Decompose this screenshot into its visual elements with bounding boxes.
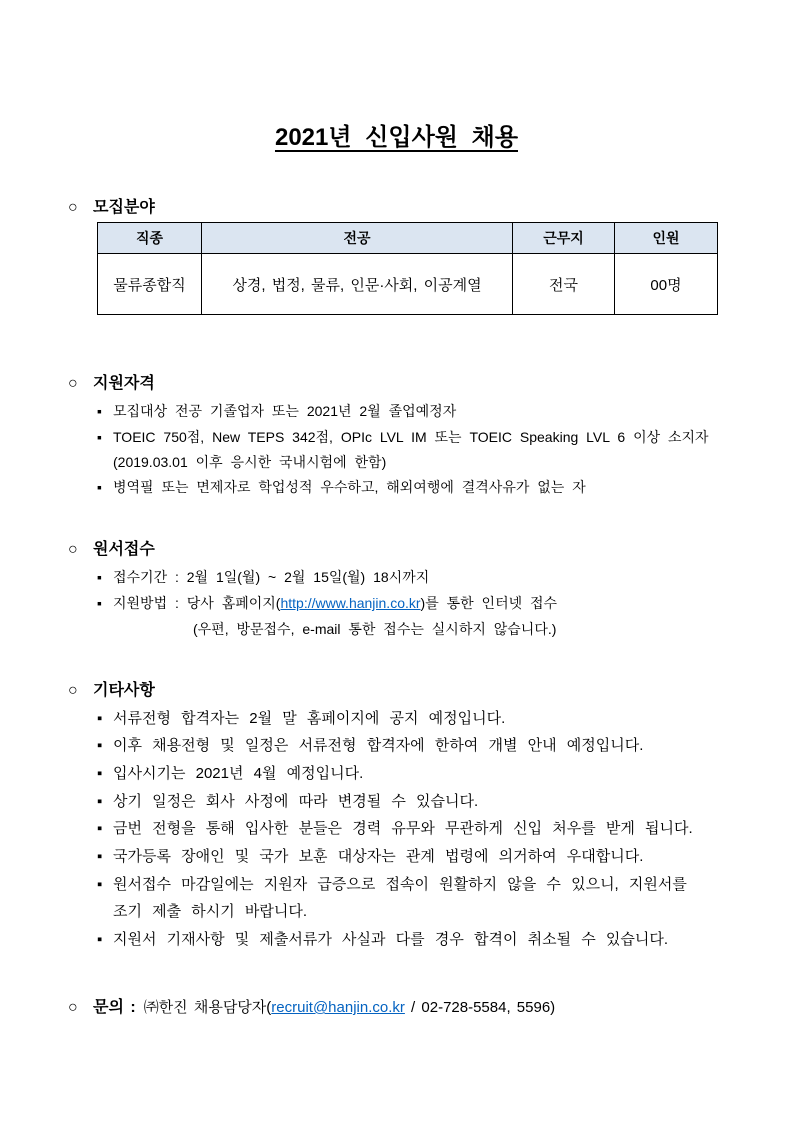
- list-item-text: 모집대상 전공 기졸업자 또는 2021년 2월 졸업예정자: [113, 403, 457, 419]
- section-marker-icon: ○: [68, 999, 78, 1016]
- section-marker-icon: ○: [68, 375, 78, 392]
- list-item-text: 원서접수 마감일에는 지원자 급증으로 접속이 원활하지 않을 수 있으니, 지원서를: [113, 876, 687, 893]
- bullet-icon: ▪: [97, 479, 102, 495]
- application-method-suffix: )를 통한 인터넷 접수: [420, 595, 558, 611]
- application-period: [97, 567, 429, 587]
- contact-line: [68, 998, 555, 1018]
- list-item-text: 입사시기는 2021년 4월 예정입니다.: [113, 765, 364, 782]
- section-heading-text: 원서접수: [93, 541, 155, 558]
- list-item-text: 이후 채용전형 및 일정은 서류전형 합격자에 한하여 개별 안내 예정입니다.: [113, 737, 644, 754]
- list-item-text: 서류전형 합격자는 2월 말 홈페이지에 공지 예정입니다.: [113, 710, 506, 727]
- section-heading-text: 모집분야: [93, 199, 155, 216]
- bullet-icon: ▪: [97, 848, 103, 865]
- list-item: [97, 764, 363, 784]
- section-heading-application: [68, 540, 155, 560]
- list-item-text: 금번 전형을 통해 입사한 분들은 경력 유무와 무관하게 신입 처우를 받게 됩니다.: [113, 820, 693, 837]
- list-item: [97, 819, 693, 839]
- bullet-icon: ▪: [97, 737, 103, 754]
- list-item-text: 지원서 기재사항 및 제출서류가 사실과 다를 경우 합격이 취소될 수 있습니다.: [113, 931, 669, 948]
- cell-major: 상경, 법정, 물류, 인문·사회, 이공계열: [202, 254, 513, 315]
- bullet-icon: ▪: [97, 569, 102, 585]
- header-major: 전공: [202, 223, 513, 254]
- list-item: [97, 401, 456, 421]
- list-item: [97, 930, 668, 950]
- notice-title: [0, 123, 793, 153]
- section-heading-recruitment-field: [68, 198, 155, 218]
- bullet-icon: ▪: [97, 765, 103, 782]
- bullet-icon: ▪: [97, 820, 103, 837]
- section-marker-icon: ○: [68, 199, 78, 216]
- section-heading-text: 지원자격: [93, 375, 155, 392]
- bullet-icon: ▪: [97, 429, 102, 445]
- application-period-text: 접수기간 : 2월 1일(월) ~ 2월 15일(월) 18시까지: [113, 569, 430, 585]
- bullet-icon: ▪: [97, 793, 103, 810]
- notice-title-text: 2021년 신입사원 채용: [274, 124, 518, 151]
- application-method: [97, 593, 557, 613]
- contact-label: 문의 :: [93, 999, 136, 1016]
- application-method-note: (우편, 방문접수, e-mail 통한 접수는 실시하지 않습니다.): [193, 621, 557, 637]
- cell-work-location: 전국: [513, 254, 615, 315]
- contact-email-link[interactable]: recruit@hanjin.co.kr: [271, 999, 405, 1016]
- section-marker-icon: ○: [68, 541, 78, 558]
- section-heading-other-notes: [68, 681, 155, 701]
- header-job-type: 직종: [98, 223, 202, 254]
- list-item-continuation: 조기 제출 하시기 바랍니다.: [113, 903, 308, 920]
- section-heading-qualifications: [68, 374, 155, 394]
- application-method-prefix: 지원방법 : 당사 홈페이지(: [113, 595, 281, 611]
- list-item-text: 국가등록 장애인 및 국가 보훈 대상자는 관계 법령에 의거하여 우대합니다.: [113, 848, 644, 865]
- cell-headcount: 00명: [615, 254, 718, 315]
- homepage-link[interactable]: http://www.hanjin.co.kr: [280, 595, 421, 611]
- list-item-text: 상기 일정은 회사 사정에 따라 변경될 수 있습니다.: [113, 793, 479, 810]
- list-item: [97, 875, 687, 895]
- header-headcount: 인원: [615, 223, 718, 254]
- section-marker-icon: ○: [68, 682, 78, 699]
- list-item: [97, 427, 709, 447]
- cell-job-type: 물류종합직: [98, 254, 202, 315]
- list-item-text: 병역필 또는 면제자로 학업성적 우수하고, 해외여행에 결격사유가 없는 자: [113, 479, 586, 495]
- list-item: [97, 736, 643, 756]
- bullet-icon: ▪: [97, 595, 102, 611]
- recruitment-field-table: [97, 222, 718, 315]
- list-item-text: TOEIC 750점, New TEPS 342점, OPIc LVL IM 또는 TOEIC Speaking LVL 6 이상 소지자: [113, 429, 709, 445]
- bullet-icon: ▪: [97, 710, 103, 727]
- list-item: [97, 709, 505, 729]
- contact-prefix: ㈜한진 채용담당자(: [143, 999, 272, 1016]
- language-test-note: (2019.03.01 이후 응시한 국내시험에 한함): [113, 454, 387, 470]
- list-item: [97, 477, 586, 497]
- bullet-icon: ▪: [97, 876, 103, 893]
- table-header-row: [98, 223, 718, 254]
- section-heading-text: 기타사항: [93, 682, 155, 699]
- list-item: [97, 847, 643, 867]
- bullet-icon: ▪: [97, 931, 103, 948]
- bullet-icon: ▪: [97, 403, 102, 419]
- table-row: [98, 254, 718, 315]
- contact-suffix: / 02-728-5584, 5596): [404, 999, 556, 1016]
- header-work-location: 근무지: [513, 223, 615, 254]
- list-item: [97, 792, 478, 812]
